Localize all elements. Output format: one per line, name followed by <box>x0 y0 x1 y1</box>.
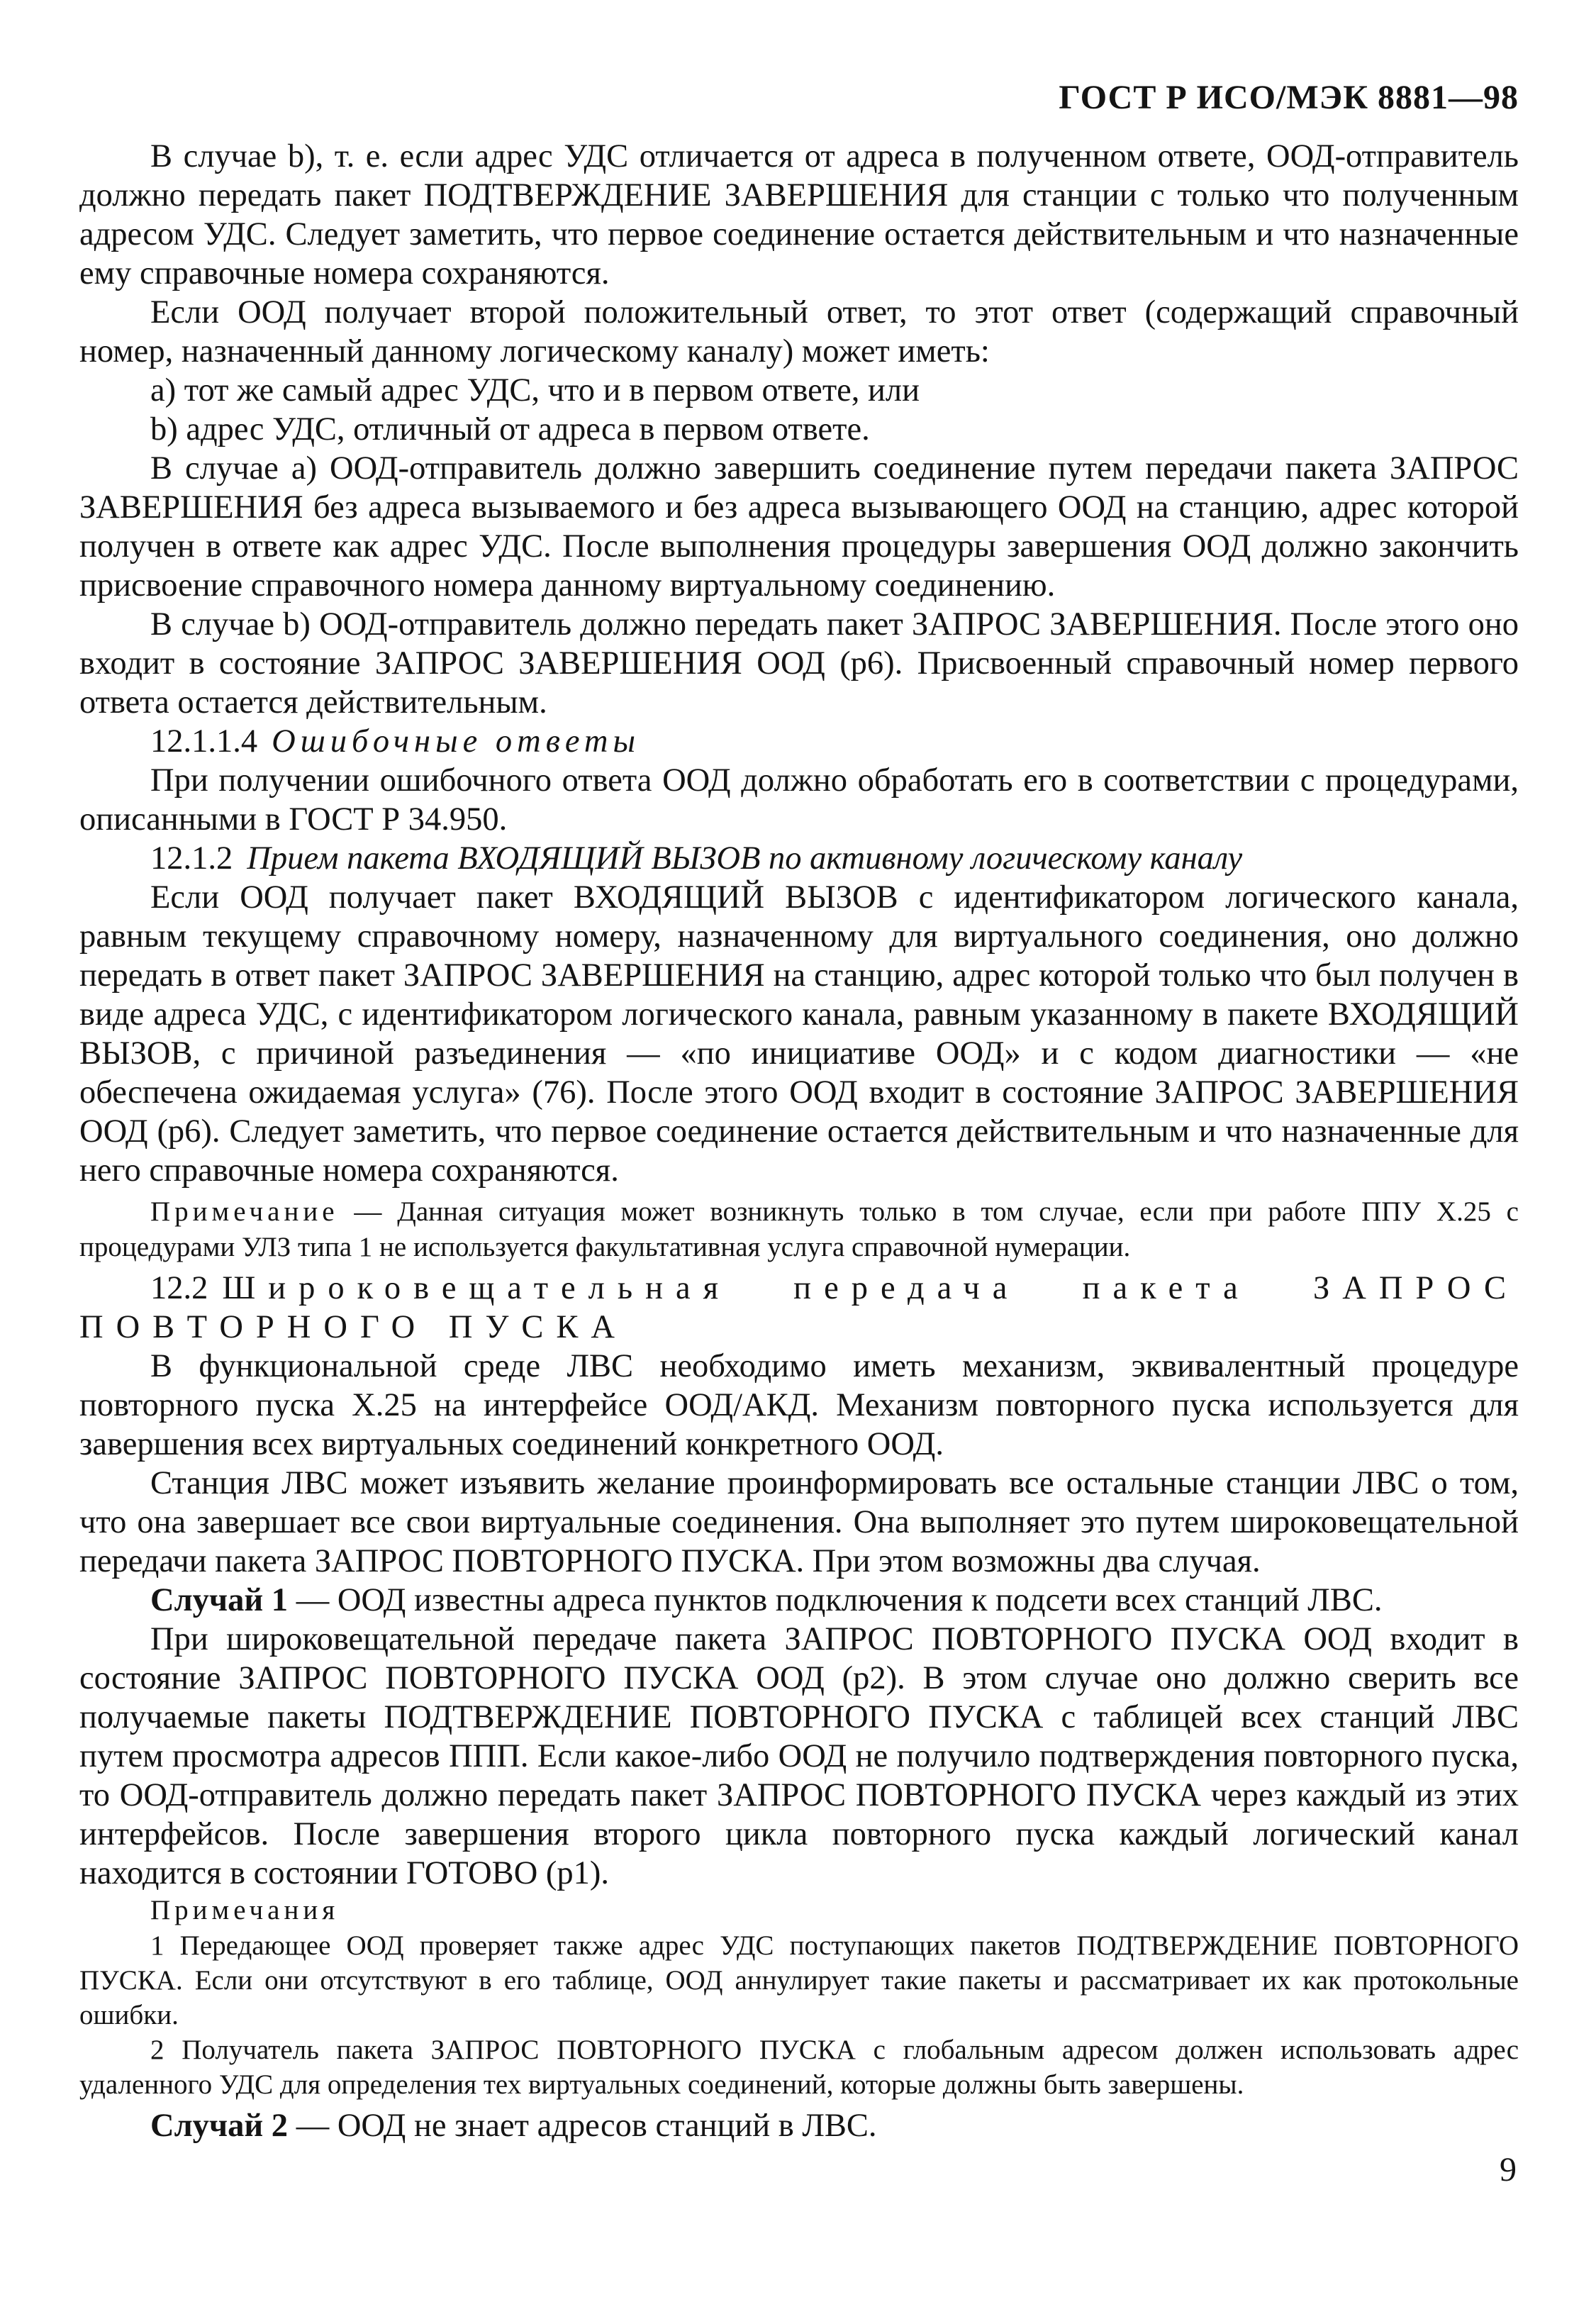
case-text: — ООД не знает адресов станций в ЛВС. <box>288 2108 877 2144</box>
section-number: 12.1.1.4 <box>150 723 258 760</box>
section-title: Ошибочные ответы <box>272 723 640 760</box>
note-item: 2 Получатель пакета ЗАПРОС ПОВТОРНОГО ПУСКА с глобальным адресом должен использовать адрес удаленного УДС для определения тех виртуальных соединений, которые должны быть завершены. <box>79 2035 1519 2100</box>
case-text: — ООД известны адреса пунктов подключения к подсети всех станций ЛВС. <box>288 1582 1383 1618</box>
case-paragraph <box>79 2106 1519 2145</box>
case-paragraph <box>79 1581 1519 1620</box>
section-title: Широковещательная передача пакета ЗАПРОС ПОВТОРНОГО ПУСКА <box>79 1270 1519 1345</box>
paragraph: Станция ЛВС может изъявить желание проинформировать все остальные станции ЛВС о том, что она завершает все свои виртуальные соединения. Она выполняет это путем широковещательной передачи пакета ЗАПРОС ПОВТОРНОГО ПУСКА. При этом возможны два случая. <box>79 1465 1519 1579</box>
case-label: Случай 2 <box>150 2108 289 2144</box>
paragraph: В случае b), т. е. если адрес УДС отличается от адреса в полученном ответе, ООД-отправитель должно передать пакет ПОДТВЕРЖДЕНИЕ ЗАВЕРШЕНИЯ для станции с только что полученным адресом УДС. Следует заметить, что первое соединение остается действительным и что назначенные ему справочные номера сохраняются. <box>79 138 1519 291</box>
list-item: а) тот же самый адрес УДС, что и в первом ответе, или <box>150 372 920 408</box>
note-label: Примечание <box>150 1196 339 1227</box>
case-label: Случай 1 <box>150 1582 289 1618</box>
page-number: 9 <box>1500 2151 1517 2188</box>
section-title: Прием пакета ВХОДЯЩИЙ ВЫЗОВ по активному логическому каналу <box>247 840 1243 877</box>
paragraph: В случае а) ООД-отправитель должно завершить соединение путем передачи пакета ЗАПРОС ЗАВЕРШЕНИЯ без адреса вызываемого и без адреса вызывающего ООД на станцию, адрес которой получен в ответе как адрес УДС. После выполнения процедуры завершения ООД должно закончить присвоение справочного номера данному виртуальному соединению. <box>79 450 1519 604</box>
section-heading <box>79 839 1519 878</box>
document-header: ГОСТ Р ИСО/МЭК 8881—98 <box>1059 79 1519 116</box>
section-number: 12.1.2 <box>150 840 233 877</box>
section-heading <box>79 722 1519 761</box>
note-item: 1 Передающее ООД проверяет также адрес УДС поступающих пакетов ПОДТВЕРЖДЕНИЕ ПОВТОРНОГО ПУСКА. Если они отсутствуют в его таблице, ООД аннулирует такие пакеты и рассматривает их как протокольные ошибки. <box>79 1930 1519 2030</box>
list-item: b) адрес УДС, отличный от адреса в первом ответе. <box>150 411 870 447</box>
paragraph: В функциональной среде ЛВС необходимо иметь механизм, эквивалентный процедуре повторного пуска X.25 на интерфейсе ООД/АКД. Механизм повторного пуска используется для завершения всех виртуальных соединений конкретного ООД. <box>79 1348 1519 1462</box>
section-number: 12.2 <box>150 1270 208 1306</box>
paragraph: При получении ошибочного ответа ООД должно обработать его в соответствии с процедурами, описанными в ГОСТ Р 34.950. <box>79 762 1519 838</box>
paragraph: Если ООД получает пакет ВХОДЯЩИЙ ВЫЗОВ с идентификатором логического канала, равным текущему справочному номеру, назначенному для виртуального соединения, оно должно передать в ответ пакет ЗАПРОС ЗАВЕРШЕНИЯ на станцию, адрес которой только что был получен в виде адреса УДС, с идентификатором логического канала, равным указанному в пакете ВХОДЯЩИЙ ВЫЗОВ, с причиной разъединения — «по инициативе ООД» и с кодом диагностики — «не обеспечена ожидаемая услуга» (76). После этого ООД входит в состояние ЗАПРОС ЗАВЕРШЕНИЯ ООД (р6). Следует заметить, что первое соединение остается действительным и что назначенные для него справочные номера сохраняются. <box>79 879 1519 1189</box>
note <box>79 1194 1519 1264</box>
section-heading <box>79 1269 1519 1347</box>
paragraph: В случае b) ООД-отправитель должно передать пакет ЗАПРОС ЗАВЕРШЕНИЯ. После этого оно входит в состояние ЗАПРОС ЗАВЕРШЕНИЯ ООД (р6). Присвоенный справочный номер первого ответа остается действительным. <box>79 606 1519 721</box>
note-text: — Данная ситуация может возникнуть только в том случае, если при работе ППУ X.25 с процедурами УЛЗ типа 1 не используется факультативная услуга справочной нумерации. <box>79 1196 1519 1262</box>
document-page <box>79 78 1519 2145</box>
notes-heading: Примечания <box>150 1895 340 1925</box>
paragraph: Если ООД получает второй положительный ответ, то этот ответ (содержащий справочный номер, назначенный данному логическому каналу) может иметь: <box>79 294 1519 369</box>
paragraph: При широковещательной передаче пакета ЗАПРОС ПОВТОРНОГО ПУСКА ООД входит в состояние ЗАПРОС ПОВТОРНОГО ПУСКА ООД (р2). В этом случае оно должно сверить все получаемые пакеты ПОДТВЕРЖДЕНИЕ ПОВТОРНОГО ПУСКА с таблицей всех станций ЛВС путем просмотра адресов ППП. Если какое-либо ООД не получило подтверждения повторного пуска, то ООД-отправитель должно передать пакет ЗАПРОС ПОВТОРНОГО ПУСКА через каждый из этих интерфейсов. После завершения второго цикла повторного пуска каждый логический канал находится в состоянии ГОТОВО (р1). <box>79 1621 1519 1891</box>
